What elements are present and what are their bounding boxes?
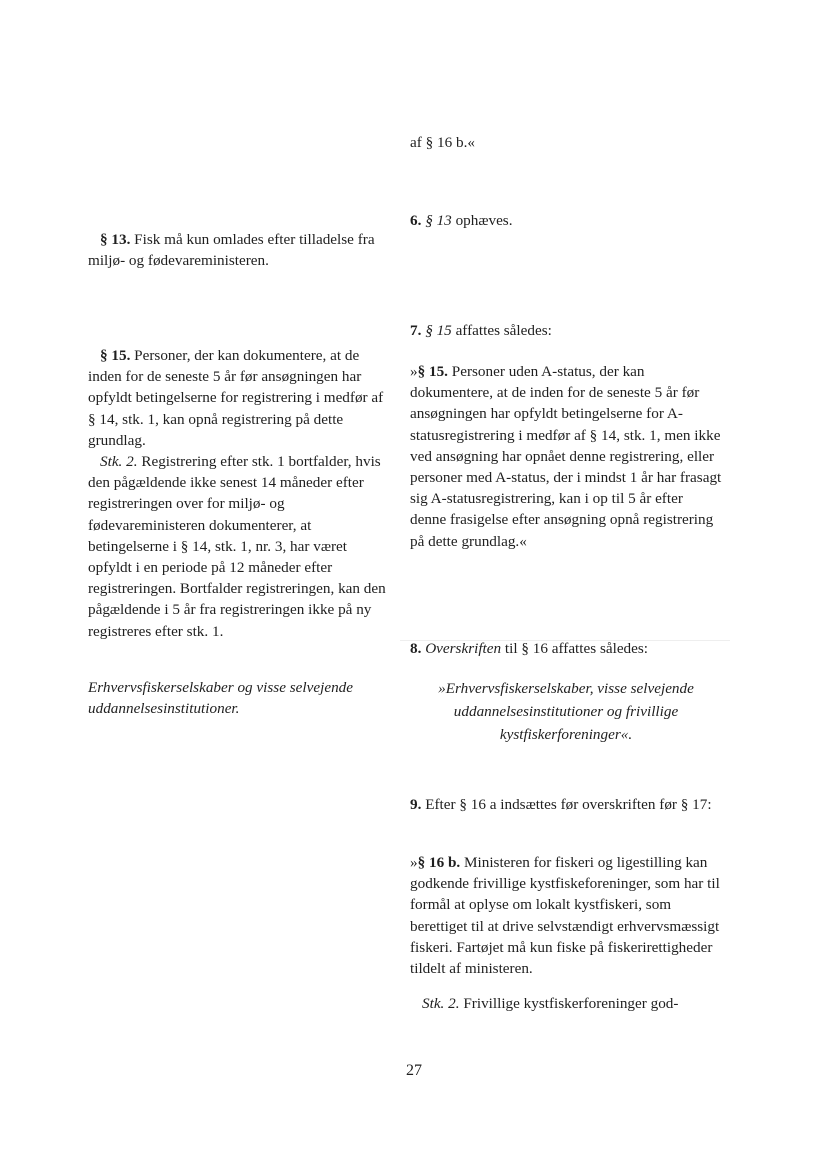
left-p15-stk-text: Registrering efter stk. 1 bortfalder, hvis den pågældende ikke senest 14 måneder efter registreringen over for miljø- og fødevareministeren dokumenterer, at betingelserne i § 14, stk. 1, nr. 3, har været opfyldt i en periode på 12 måneder efter registreringen. Bortfalder registreringen, kan den pågældende i 5 år fra registreringen ikke på ny registreres efter stk. 1.	[88, 453, 386, 640]
item-7	[410, 320, 722, 341]
item-9	[410, 794, 722, 815]
item-8-number: 8.	[410, 640, 422, 657]
left-p15-text: Personer, der kan dokumentere, at de inden for de seneste 5 år før ansøgningen har opfyldt betingelserne for registrering i medfør af § 14, stk. 1, kan opnå registrering på dette grundlag.	[88, 347, 384, 449]
item-7-number: 7.	[410, 322, 422, 339]
item-6-text: ophæves.	[451, 212, 513, 229]
item-6-number: 6.	[410, 212, 422, 229]
item-9-text: Efter § 16 a indsættes før overskriften før § 17:	[421, 796, 712, 813]
item-9-number: 9.	[410, 796, 422, 813]
p16b-open-quote: »	[410, 854, 418, 871]
left-p15-number: § 15.	[100, 347, 131, 364]
paragraph-16b	[410, 852, 722, 1014]
right-p15-open-quote: »	[410, 363, 418, 380]
p16b-stk-label: Stk. 2.	[422, 995, 460, 1013]
p16b-number: § 16 b.	[417, 854, 461, 871]
item-7-ref: § 15	[425, 322, 452, 339]
right-paragraph-15	[410, 361, 722, 552]
p16b-stk-text: Frivillige kystfiskerforeninger god-	[459, 995, 679, 1013]
item-7-text: affattes således:	[451, 322, 552, 339]
top-fragment-text: af § 16 b.«	[410, 134, 475, 151]
top-fragment	[410, 132, 722, 153]
left-heading-text: Erhvervsfiskerselskaber og visse selvejende uddannelsesinstitutioner.	[88, 679, 353, 718]
right-heading-16	[410, 677, 722, 746]
left-paragraph-13	[88, 229, 393, 271]
item-8	[410, 638, 722, 659]
left-heading-16	[88, 677, 393, 719]
p16b-text: Ministeren for fiskeri og ligestilling kan godkende frivillige kystfiskeforeninger, som har til formål at oplyse om lokalt kystfiskeri, som berettiget til at drive selvstændigt erhvervsmæssigt fiskeri. Fartøjet må kun fiske på fiskerirettigheder tildelt af ministeren.	[410, 854, 720, 978]
left-p15-stk-label: Stk. 2.	[100, 453, 138, 471]
left-p13-text: Fisk må kun omlades efter tilladelse fra miljø- og fødevareministeren.	[88, 231, 375, 270]
left-paragraph-15	[88, 345, 393, 642]
left-p13-number: § 13.	[100, 231, 131, 248]
page-number: 27	[406, 1062, 422, 1079]
item-6-ref: § 13	[425, 212, 452, 229]
item-6	[410, 210, 722, 231]
item-8-ref: Overskriften	[425, 640, 502, 657]
right-p15-number: § 15.	[417, 363, 448, 380]
right-heading-text: »Erhvervsfiskerselskaber, visse selvejende uddannelsesinstitutioner og frivillige kystfiskerforeninger«.	[438, 680, 694, 743]
right-p15-text: Personer uden A-status, der kan dokumentere, at de inden for de seneste 5 år før ansøgningen har opfyldt betingelserne for A-statusregistrering i medfør af § 14, stk. 1, men ikke ved ansøgning har opnået denne registrering, eller personer med A-status, der i mindst 1 år har frasagt sig A-statusregistrering, kan i op til 5 år efter denne frasigelse efter ansøgning opnå registrering på dette grundlag.«	[410, 363, 722, 550]
item-8-text: til § 16 affattes således:	[501, 640, 649, 657]
